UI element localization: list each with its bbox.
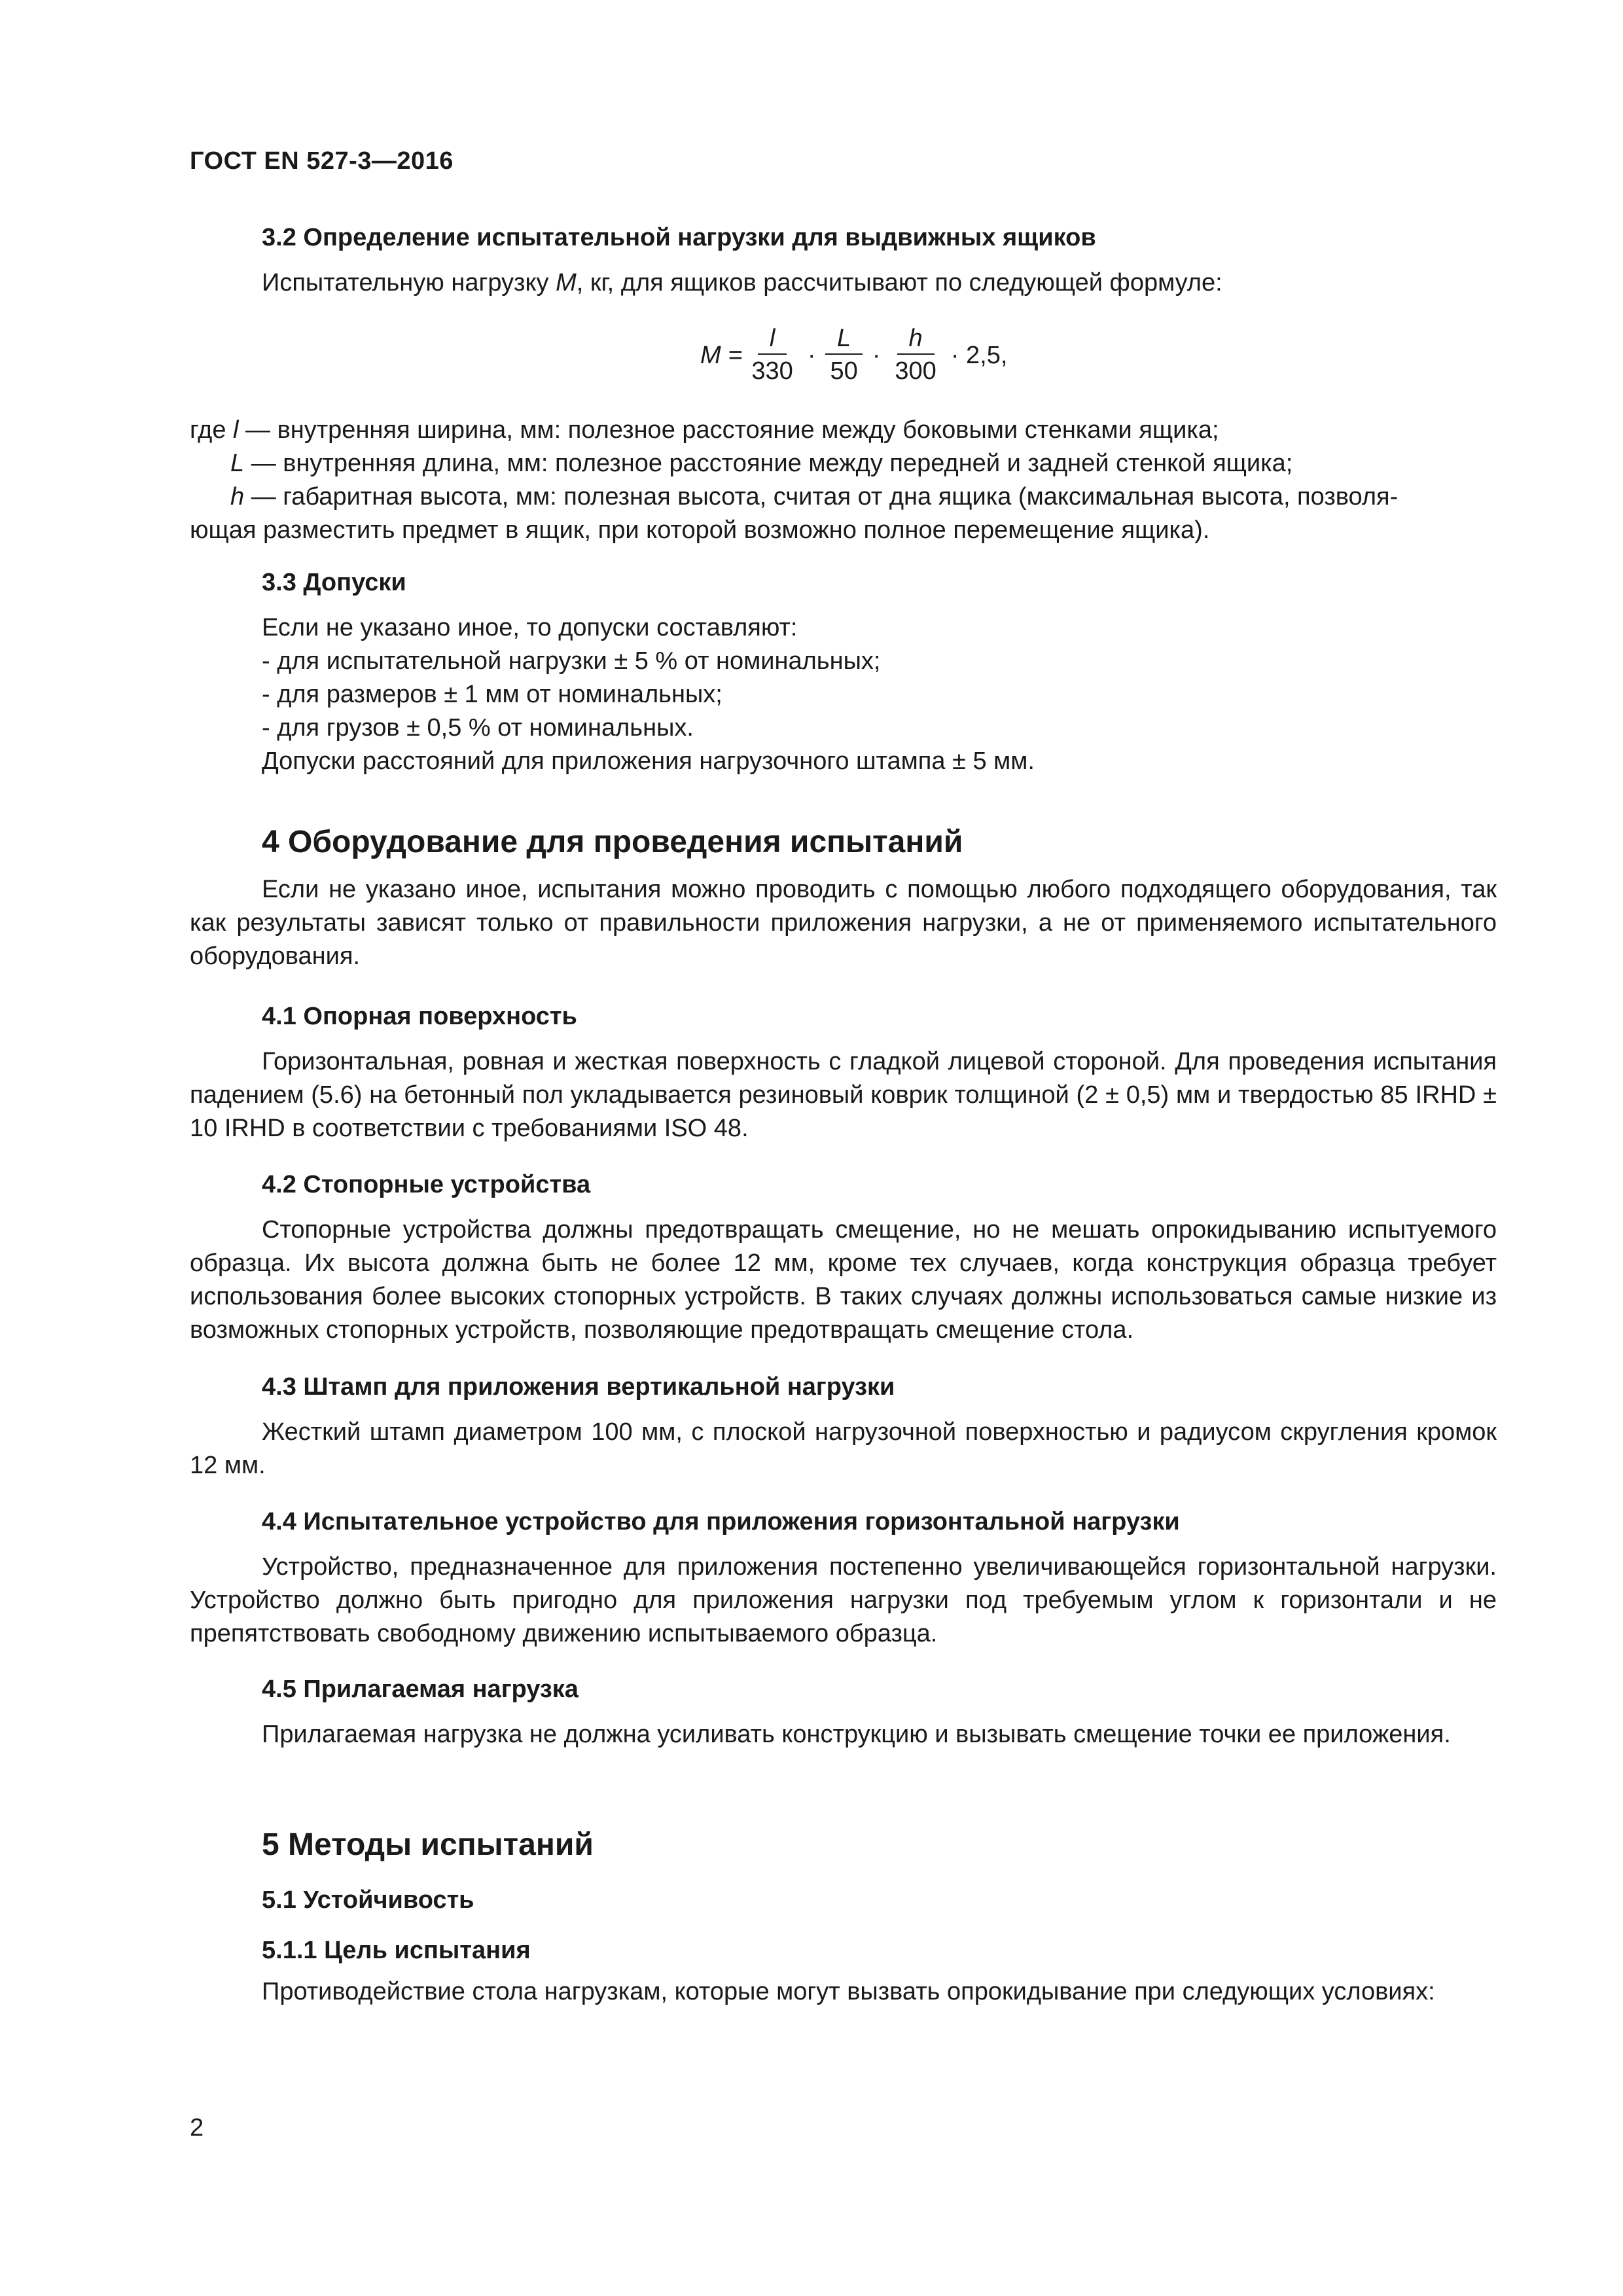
section-4-3	[190, 1371, 1497, 1482]
legend-text-h: — габаритная высота, мм: полезная высота, считая от дна ящика (максимальная высота, позволя-	[244, 483, 1399, 511]
section-3-2-title: 3.2 Определение испытательной нагрузки для выдвижных ящиков	[262, 224, 1096, 251]
section-4-title: 4 Оборудование для проведения испытаний	[262, 825, 963, 859]
fraction-2	[825, 323, 863, 387]
fraction-2-numerator: L	[825, 323, 863, 355]
section-5-title: 5 Методы испытаний	[262, 1827, 594, 1862]
legend-h	[190, 480, 1497, 514]
section-5-1-1	[190, 1934, 1497, 2009]
legend-l	[190, 414, 1497, 447]
fraction-1-numerator: l	[758, 323, 787, 355]
intro-text: Испытательную нагрузку	[262, 269, 556, 296]
tolerance-item: - для грузов ± 0,5 % от номинальных.	[262, 714, 694, 742]
section-4-1	[190, 1000, 1497, 1145]
legend-h-continued: ющая разместить предмет в ящик, при которой возможно полное перемещение ящика).	[190, 516, 1210, 544]
section-5-1	[190, 1884, 1497, 1917]
tolerance-item: - для испытательной нагрузки ± 5 % от номинальных;	[262, 647, 881, 675]
legend-where: где	[190, 416, 234, 444]
section-4-paragraph: Если не указано иное, испытания можно проводить с помощью любого подходящего оборудования, так как результаты зависят только от правильности приложения нагрузки, а не от применяемого испытательного оборудования.	[190, 876, 1497, 970]
section-3-3-title: 3.3 Допуски	[262, 569, 406, 596]
legend-var-l: l	[233, 416, 239, 444]
legend-L	[190, 447, 1497, 480]
section-4-2	[190, 1168, 1497, 1347]
document-id-header: ГОСТ EN 527-3—2016	[190, 147, 454, 175]
intro-text-end: , кг, для ящиков рассчитывают по следующей формуле:	[576, 269, 1222, 296]
section-4-1-title: 4.1 Опорная поверхность	[262, 1003, 577, 1030]
fraction-3	[889, 323, 941, 387]
section-4	[190, 823, 1497, 973]
fraction-3-denominator: 300	[895, 357, 936, 385]
section-4-4-paragraph: Устройство, предназначенное для приложения постепенно увеличивающейся горизонтальной нагрузки. Устройство должно быть пригодно для приложения нагрузки под требуемым углом к горизонтали и не препятствовать свободному движению испытываемого образца.	[190, 1553, 1497, 1647]
fraction-2-denominator: 50	[830, 357, 858, 385]
fraction-3-numerator: h	[897, 323, 935, 355]
tolerance-note: Допуски расстояний для приложения нагрузочного штампа ± 5 мм.	[262, 747, 1035, 775]
tolerance-list	[190, 611, 1497, 778]
fraction-1-denominator: 330	[751, 357, 793, 385]
page-number: 2	[190, 2114, 204, 2142]
section-3-2	[190, 221, 1497, 300]
formula	[700, 319, 1012, 391]
section-4-5	[190, 1673, 1497, 1751]
section-4-1-paragraph: Горизонтальная, ровная и жесткая поверхность с гладкой лицевой стороной. Для проведения испытания падением (5.6) на бетонный пол укладывается резиновый коврик толщиной (2 ± 0,5) мм и твердостью 85 IRHD ± 10 IRHD в соответствии с требованиями ISO 48.	[190, 1048, 1497, 1142]
legend-text-L: — внутренняя длина, мм: полезное расстояние между передней и задней стенкой ящика;	[244, 450, 1293, 477]
tolerance-item: - для размеров ± 1 мм от номинальных;	[262, 681, 722, 708]
fraction-1	[746, 323, 798, 387]
legend-text-l: — внутренняя ширина, мм: полезное расстояние между боковыми стенками ящика;	[238, 416, 1219, 444]
multiply-dot: ·	[872, 341, 881, 369]
section-4-2-title: 4.2 Стопорные устройства	[262, 1171, 591, 1198]
section-3-2-intro	[190, 266, 1497, 300]
legend-var-L: L	[230, 450, 245, 477]
formula-tail: · 2,5,	[950, 341, 1008, 369]
section-4-2-paragraph: Стопорные устройства должны предотвращать смещение, но не мешать опрокидыванию испытуемого образца. Их высота должна быть не более 12 мм, кроме тех случаев, когда конструкция образца требует использования более высоких стопорных устройств. В таких случаях должны использоваться самые низкие из возможных стопорных устройств, позволяющие предотвращать смещение стола.	[190, 1216, 1497, 1344]
section-4-3-title: 4.3 Штамп для приложения вертикальной нагрузки	[262, 1373, 895, 1401]
formula-legend	[190, 414, 1497, 547]
section-4-3-paragraph: Жесткий штамп диаметром 100 мм, с плоской нагрузочной поверхностью и радиусом скругления кромок 12 мм.	[190, 1418, 1497, 1479]
intro-variable: M	[556, 269, 577, 296]
multiply-dot: ·	[807, 341, 816, 369]
section-4-4	[190, 1505, 1497, 1651]
section-4-5-title: 4.5 Прилагаемая нагрузка	[262, 1676, 579, 1703]
section-4-5-paragraph: Прилагаемая нагрузка не должна усиливать конструкцию и вызывать смещение точки ее приложения.	[262, 1721, 1451, 1748]
formula-lhs: M =	[700, 341, 743, 369]
section-5	[190, 1826, 1497, 1864]
section-4-4-title: 4.4 Испытательное устройство для приложения горизонтальной нагрузки	[262, 1508, 1180, 1535]
section-5-1-title: 5.1 Устойчивость	[262, 1886, 474, 1914]
section-5-1-1-paragraph: Противодействие стола нагрузкам, которые могут вызвать опрокидывание при следующих условиях:	[262, 1978, 1435, 2005]
section-3-3	[190, 566, 1497, 778]
legend-var-h: h	[230, 483, 245, 511]
section-5-1-1-title: 5.1.1 Цель испытания	[262, 1937, 531, 1964]
tolerance-intro: Если не указано иное, то допуски составляют:	[262, 614, 798, 641]
